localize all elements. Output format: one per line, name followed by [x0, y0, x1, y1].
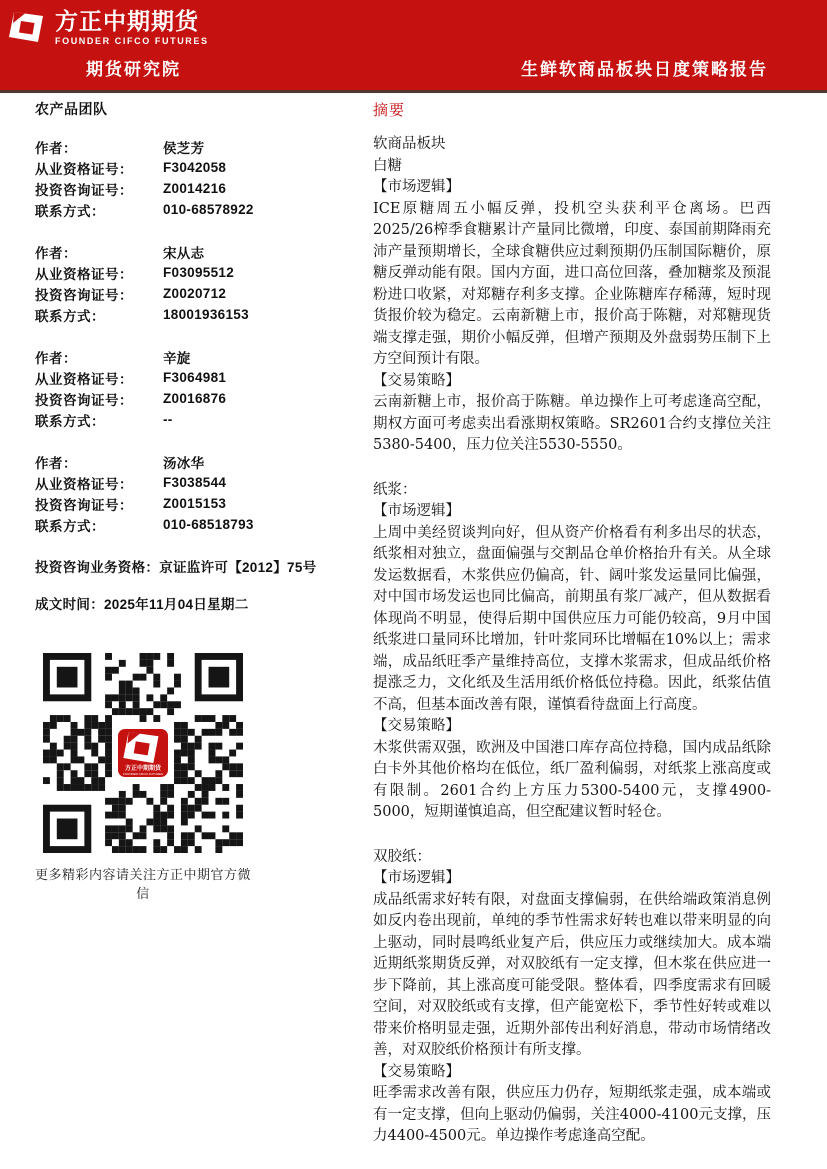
- trade-strategy-label: 【交易策略】: [373, 718, 460, 734]
- author-name: 辛旋: [163, 350, 191, 366]
- section-sugar: [373, 156, 771, 457]
- market-logic-label: 【市场逻辑】: [373, 179, 460, 195]
- report-title: 生鲜软商品板块日度策略报告: [521, 60, 768, 79]
- company-name-en: FOUNDER CIFCO FUTURES: [55, 36, 209, 47]
- company-logo: [8, 9, 209, 50]
- author-row: [35, 136, 340, 157]
- practice-no: F3038544: [163, 475, 227, 490]
- team-title: 农产品团队: [35, 101, 108, 117]
- founder-logo-icon: [43, 729, 243, 766]
- author-sidebar: [35, 99, 340, 902]
- qr-logo-subtext: FOUNDER CIFCO FUTURES: [123, 772, 163, 777]
- advisory-label: 投资咨询证号：: [35, 392, 133, 408]
- trade-strategy-label: 【交易策略】: [373, 372, 460, 389]
- contact-value: 010-68518793: [163, 517, 254, 532]
- contact-row: [35, 304, 340, 325]
- contact-label: 联系方式：: [35, 413, 105, 429]
- market-logic-label: 【市场逻辑】: [373, 503, 460, 519]
- advisory-row: [35, 493, 340, 514]
- practice-label: 从业资格证号：: [35, 161, 133, 177]
- practice-row: [35, 262, 340, 283]
- qualification-line: 投资咨询业务资格：京证监许可【2012】75号: [35, 560, 317, 575]
- author-block: [35, 136, 340, 220]
- author-label: 作者：: [35, 245, 77, 261]
- practice-label: 从业资格证号：: [35, 371, 133, 387]
- advisory-label: 投资咨询证号：: [35, 287, 133, 303]
- author-block: [35, 451, 340, 535]
- author-row: [35, 346, 340, 367]
- author-label: 作者：: [35, 140, 77, 156]
- trade-strategy-label: 【交易策略】: [373, 1063, 460, 1080]
- practice-row: [35, 157, 340, 178]
- contact-label: 联系方式：: [35, 518, 105, 534]
- author-name: 侯芝芳: [163, 140, 205, 156]
- market-logic-text: 上周中美经贸谈判向好，但从资产价格看有利多出尽的状态，纸浆相对独立，盘面偏强与交割品仓单价格抬升有关。从全球发运数据看，木浆供应仍偏高，针、阔叶浆发运量同比偏强，对中国市场发运也同比偏高，前期虽有浆厂减产，但从数据看体现尚不明显，使得后期中国供应压力可能仍较高，9月中国纸浆进口量同环比增加，针叶浆同环比增幅在10%以上；需求端，成品纸旺季产量维持高位，支撑木浆需求，但成品纸价格提涨乏力，文化纸及生活用纸价格低位持稳。因此，纸浆估值不高，但基本面改善有限，谨慎看待盘面上行高度。: [373, 524, 771, 713]
- section-name: 纸浆：: [373, 481, 417, 498]
- market-logic-label: 【市场逻辑】: [373, 870, 460, 886]
- practice-label: 从业资格证号：: [35, 476, 133, 492]
- author-row: [35, 241, 340, 262]
- section-name: 双胶纸：: [373, 848, 431, 865]
- summary-column: [373, 99, 771, 1169]
- advisory-label: 投资咨询证号：: [35, 182, 133, 198]
- advisory-no: Z0020712: [163, 286, 227, 301]
- qr-code: [43, 653, 243, 853]
- practice-label: 从业资格证号：: [35, 266, 133, 282]
- author-row: [35, 451, 340, 472]
- advisory-row: [35, 283, 340, 304]
- advisory-row: [35, 388, 340, 409]
- qr-center-logo: [118, 729, 168, 777]
- market-logic-text: ICE原糖周五小幅反弹，投机空头获利平仓离场。巴西2025/26榨季食糖累计产量同比微增，印度、泰国前期降雨充沛产量预期增长，全球食糖供应过剩预期仍压制国际糖价，原糖反弹动能有限。国内方面，进口高位回落，叠加糖浆及预混粉进口收紧，对郑糖存利多支撑。企业陈糖库存稀薄，短时现货报价较为稳定。云南新糖上市，报价高于陈糖，对郑糖现货端支撑走强，期价小幅反弹，但增产预期及外盘弱势压制下上方空间预计有限。: [373, 200, 771, 367]
- section-offset-paper: [373, 847, 771, 1148]
- trade-strategy-text: 云南新糖上市，报价高于陈糖。单边操作上可考虑逢高空配，期权方面可考虑卖出看涨期权策略。SR2601合约支撑位关注5380-5400，压力位关注5530-5550。: [373, 394, 771, 453]
- banner-title-row: [0, 55, 827, 80]
- advisory-no: Z0014216: [163, 181, 227, 196]
- advisory-row: [35, 178, 340, 199]
- practice-no: F3064981: [163, 370, 227, 385]
- author-label: 作者：: [35, 350, 77, 366]
- summary-heading: 摘要: [373, 101, 406, 119]
- section-pulp: [373, 480, 771, 824]
- board-label: 软商品板块: [373, 136, 446, 152]
- contact-label: 联系方式：: [35, 203, 105, 219]
- practice-no: F03095512: [163, 265, 235, 280]
- advisory-no: Z0016876: [163, 391, 227, 406]
- advisory-no: Z0015153: [163, 496, 227, 511]
- market-logic-text: 成品纸需求好转有限，对盘面支撑偏弱，在供给端政策消息例如反内卷出现前，单纯的季节性需求好转也难以带来明显的向上驱动，同时晨鸣纸业复产后，供应压力或继续加大。成本端近期纸浆期货反弹，对双胶纸有一定支撑，但木浆在供应进一步下降前，其上涨高度可能受限。整体看，四季度需求有回暖空间，对双胶纸或有支撑，但产能宽松下，季节性好转或难以带来价格明显走强，近期外部传出利好消息，带动市场情绪改善，对双胶纸价格预计有所支撑。: [373, 891, 771, 1058]
- contact-row: [35, 514, 340, 535]
- contact-row: [35, 409, 340, 430]
- author-label: 作者：: [35, 455, 77, 471]
- contact-value: --: [163, 412, 173, 427]
- trade-strategy-text: 木浆供需双强，欧洲及中国港口库存高位持稳，国内成品纸除白卡外其他价格均在低位，纸厂盈利偏弱，对纸浆上涨高度或有限制。2601合约上方压力5300-5400元，支撑4900-5000，短期谨慎追高，但空配建议暂时轻仓。: [373, 739, 771, 820]
- company-name: 方正中期期货: [55, 8, 199, 34]
- qr-caption: 更多精彩内容请关注方正中期官方微信: [35, 867, 252, 901]
- logo-text: [55, 9, 209, 46]
- founder-logo-icon: [8, 9, 48, 50]
- contact-value: 010-68578922: [163, 202, 254, 217]
- contact-value: 18001936153: [163, 307, 249, 322]
- practice-no: F3042058: [163, 160, 227, 175]
- practice-row: [35, 367, 340, 388]
- author-block: [35, 346, 340, 430]
- contact-row: [35, 199, 340, 220]
- practice-row: [35, 472, 340, 493]
- header-banner: [0, 0, 827, 93]
- qr-logo-text: 方正中期期货: [124, 766, 161, 773]
- author-name: 宋从志: [163, 245, 205, 261]
- advisory-label: 投资咨询证号：: [35, 497, 133, 513]
- trade-strategy-text: 旺季需求改善有限，供应压力仍存，短期纸浆走强，成本端或有一定支撑，但向上驱动仍偏弱，关注4000-4100元支撑，压力4400-4500元。单边操作考虑逢高空配。: [373, 1085, 771, 1144]
- author-name: 汤冰华: [163, 455, 205, 471]
- department-title: 期货研究院: [86, 60, 181, 79]
- contact-label: 联系方式：: [35, 308, 105, 324]
- author-block: [35, 241, 340, 325]
- report-date: 成文时间：2025年11月04日星期二: [35, 597, 249, 612]
- section-name: 白糖: [373, 157, 402, 174]
